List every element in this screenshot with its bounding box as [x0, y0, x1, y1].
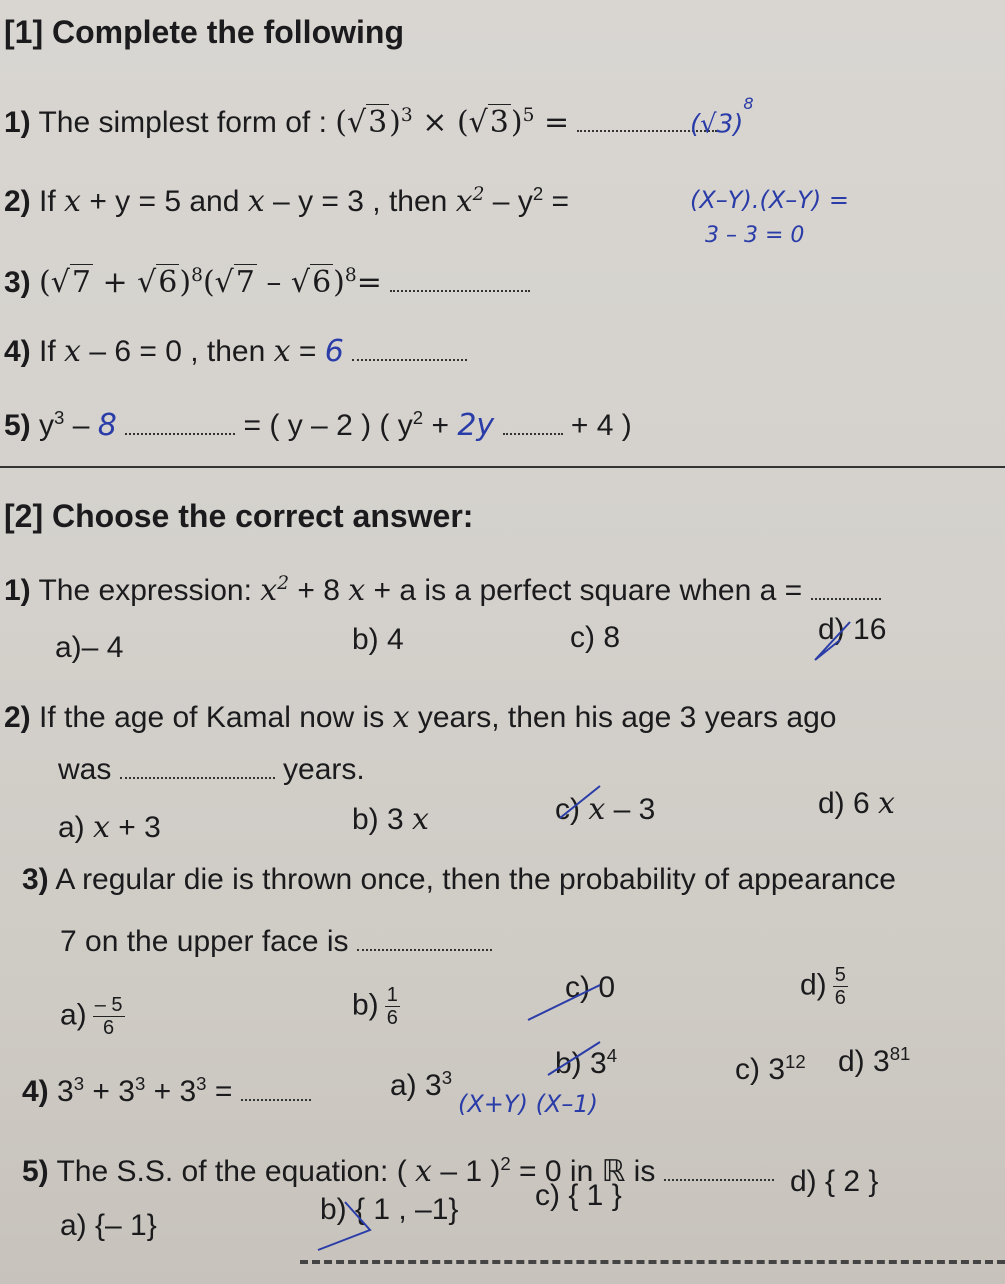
p2-q4-opt-a: a) $3^3$	[390, 1067, 453, 1102]
p1-q3	[4, 258, 530, 301]
p2-q3-opt-b: b) $\frac{1}{6}$	[352, 984, 398, 1029]
p1-q5-text-e: + 4 )	[570, 409, 632, 442]
p2-q3-line1	[22, 862, 896, 898]
p1-q5-answer1: 8	[97, 408, 117, 443]
p2-q3-line2	[60, 924, 492, 960]
p1-q4-answer: 6	[324, 334, 344, 369]
p2-q3-num: 3)	[22, 863, 49, 896]
p1-q4-blank	[352, 355, 467, 361]
p2-q5-text-c: = 0 in ℝ is	[519, 1155, 656, 1188]
p2-q1-text-a: The expression:	[38, 574, 252, 607]
part1-heading: [1] Complete the following	[4, 14, 404, 50]
p1-q3-expr: $(√7 + √6)^8(√7 - √6)^8=$	[39, 265, 382, 300]
p2-q1-opt-a: a)– 4	[55, 631, 124, 664]
part2-heading: [2] Choose the correct answer:	[4, 498, 474, 534]
p2-q2-line1	[4, 700, 836, 736]
bottom-edge-dashes	[300, 1260, 1005, 1264]
p1-q3-num: 3)	[4, 266, 31, 299]
p2-q2-opt-d: d) 6 x	[818, 786, 895, 821]
p2-q3-line1-text: A regular die is thrown once, then the probability of appearance	[55, 863, 896, 896]
p1-q4-text-a: If	[39, 335, 56, 368]
p2-q4-opt-b: b) $3^4$	[555, 1045, 618, 1080]
p1-q2-x2: x	[247, 184, 265, 219]
p2-q3-opt-d: d) $\frac{5}{6}$	[800, 964, 846, 1009]
p1-q5-y: y	[39, 409, 55, 442]
p2-q1-blank	[811, 594, 881, 600]
p1-q5-text-c: = ( y – 2 ) ( y	[243, 409, 413, 442]
p1-q2: 2) If x + y = 5 and x – y = 3 , then $x^2 - y^2$ =	[4, 183, 570, 219]
p2-q5-text-b: – 1 )	[440, 1155, 501, 1188]
p2-q2-line1-a: If the age of Kamal now is	[39, 701, 385, 734]
p2-q2-opt-a: a) x + 3	[58, 810, 161, 845]
p1-q1-expr: $(√3)^3 \times (√3)^5$ =	[335, 105, 570, 140]
p1-q1-answer: $(√3)^8$	[690, 94, 754, 140]
p2-q3-opt-c: c) 0	[565, 971, 616, 1004]
p1-q2-text-e: =	[551, 185, 570, 218]
p1-q1	[4, 98, 717, 141]
p2-q2-line2-b: years.	[283, 753, 365, 786]
p1-q2-answer-line1: (X–Y).(X–Y) =	[690, 186, 850, 214]
p2-q1-opt-b: b) 4	[352, 623, 404, 656]
p2-q5-x: x	[415, 1154, 432, 1189]
p2-q5-opt-d: d) { 2 }	[790, 1165, 879, 1198]
p2-q4-opt-d: d) $3^{81}$	[838, 1043, 911, 1078]
p2-q4-blank	[241, 1095, 311, 1101]
p1-q5-plus: +	[431, 409, 449, 442]
p1-q1-num: 1)	[4, 106, 31, 139]
p2-q5: 5) The S.S. of the equation: ( x – 1 )$^2$ = 0 in ℝ is	[22, 1146, 774, 1190]
p2-q4-opt-c: c) $3^{12}$	[735, 1051, 806, 1086]
p2-q5-text-a: The S.S. of the equation: (	[56, 1155, 407, 1188]
p2-q4-num: 4)	[22, 1075, 49, 1108]
p2-q2-blank	[120, 773, 275, 779]
p1-q2-answer-line2: 3 – 3 = 0	[705, 223, 805, 248]
p2-q2-line2	[58, 752, 365, 788]
p2-q1-num: 1)	[4, 574, 31, 607]
p1-q2-x1: x	[64, 184, 81, 219]
p1-q4-num: 4)	[4, 335, 31, 368]
p2-q2-line1-b: years, then his age 3 years ago	[417, 701, 837, 734]
p2-q3-blank	[357, 945, 492, 951]
p1-q2-text-d: – y	[492, 185, 533, 218]
p2-q3-opt-a: a) $\frac{- 5}{6}$	[60, 994, 123, 1039]
p2-q3-line2-text: 7 on the upper face is	[60, 925, 349, 958]
p2-q5-num: 5)	[22, 1155, 49, 1188]
p2-q5-blank	[664, 1175, 774, 1181]
p2-q5-opt-b: b) { 1 , –1}	[320, 1193, 459, 1226]
p2-q5-opt-a: a) {– 1}	[60, 1209, 157, 1242]
p1-q5: 5) $y^3 - 8$ = ( y – 2 ) ( $y^2 + 2y + 4$ )	[4, 407, 632, 443]
p1-q2-text-c: – y = 3 , then	[273, 185, 448, 218]
p2-q4-scribble: (X+Y) (X–1)	[458, 1090, 599, 1118]
p1-q2-text-a: If	[39, 185, 56, 218]
p2-q1-x1: $x^2$	[260, 573, 290, 608]
p2-q2-num: 2)	[4, 701, 31, 734]
p1-q4-x2: x	[273, 334, 291, 369]
p1-q5-blank2	[503, 429, 563, 435]
p1-q5-answer2: 2y	[457, 408, 495, 443]
p1-q2-x3: $x^2$	[455, 184, 485, 219]
p2-q1-opt-d: d) 16	[818, 613, 887, 646]
p2-q1	[4, 566, 881, 609]
p2-q2-opt-c: c) x – 3	[555, 792, 656, 827]
p2-q1-x2: x	[348, 573, 366, 608]
p1-q4-text-c: =	[298, 335, 317, 368]
p1-q3-blank	[390, 286, 530, 292]
p2-q4-expr: $3^3 + 3^3 + 3^3$ =	[57, 1073, 233, 1108]
p2-q2-x: x	[392, 700, 410, 735]
p1-q4-text-b: – 6 = 0 , then	[89, 335, 266, 368]
p1-q1-text: The simplest form of :	[38, 106, 327, 139]
p2-q2-opt-b: b) 3 x	[352, 802, 429, 837]
section-divider	[0, 466, 1005, 468]
p2-q1-text-c: + a is a perfect square when a =	[373, 574, 803, 607]
p2-q5-opt-c: c) { 1 }	[535, 1179, 622, 1212]
p2-q2-line2-a: was	[58, 753, 112, 786]
p2-q1-text-b: + 8	[297, 574, 340, 607]
p2-q4	[22, 1066, 311, 1110]
p1-q4	[4, 334, 467, 370]
p1-q5-minus: –	[72, 409, 90, 442]
p1-q2-num: 2)	[4, 185, 31, 218]
p1-q4-x1: x	[64, 334, 81, 369]
p1-q5-num: 5)	[4, 409, 31, 442]
p1-q2-text-b: + y = 5 and	[89, 185, 240, 218]
p2-q1-opt-c: c) 8	[570, 621, 621, 654]
p1-q5-blank1	[125, 429, 235, 435]
